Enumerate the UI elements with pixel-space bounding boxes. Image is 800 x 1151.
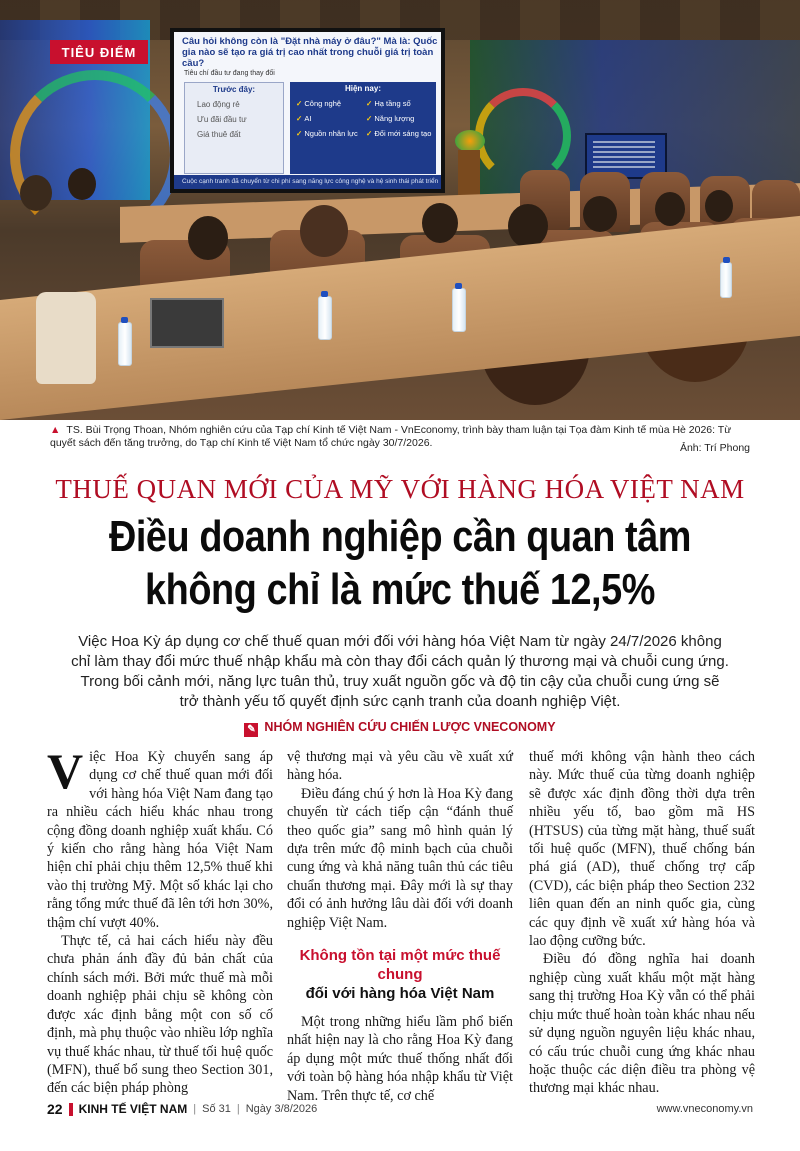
headline-line: không chỉ là mức thuế 12,5% xyxy=(145,565,655,614)
body-paragraph: vệ thương mại và yêu cầu về xuất xứ hàng hóa. xyxy=(287,749,513,784)
screen-before-item: Giá thuê đất xyxy=(197,130,241,139)
attendee-head xyxy=(422,203,458,243)
screen-footer: Cuộc cạnh tranh đã chuyển từ chi phí sang năng lực công nghệ và hệ sinh thái phát triển xyxy=(174,175,441,189)
screen-title: Câu hỏi không còn là "Đặt nhà máy ở đâu?" Mà là: Quốc gia nào sẽ tạo ra giá trị cao nhất trong chuỗi giá trị toàn cầu? xyxy=(182,36,438,69)
body-column-1 xyxy=(47,743,273,1098)
byline-text: NHÓM NGHIÊN CỨU CHIẾN LƯỢC VNECONOMY xyxy=(264,720,556,734)
article-kicker: THUẾ QUAN MỚI CỦA MỸ VỚI HÀNG HÓA VIỆT NAM xyxy=(55,474,745,504)
water-bottle xyxy=(118,322,132,366)
publication-name: KINH TẾ VIỆT NAM xyxy=(78,1102,188,1116)
photo-credit: Ảnh: Trí Phong xyxy=(679,442,750,454)
screen-now-header: Hiện nay: xyxy=(344,84,381,93)
screen-before-item: Lao động rẻ xyxy=(197,100,240,109)
body-column-2 xyxy=(287,748,513,1105)
water-bottle xyxy=(452,288,466,332)
headline-line: Điều doanh nghiệp cần quan tâm xyxy=(108,512,692,561)
screen-now-item: ✓ Công nghệ xyxy=(296,99,362,108)
article-lead: Việc Hoa Kỳ áp dụng cơ chế thuế quan mới đối với hàng hóa Việt Nam từ ngày 24/7/2026 không chỉ làm thay đổi mức thuế nhập khẩu mà còn thay đổi cách quản lý thương mại và chuỗi cung ứng. Trong bối cảnh mới, năng lực tuân thủ, truy xuất nguồn gốc và độ tin cậy của chuỗi cung ứng sẽ trở thành yếu tố quyết định sức cạnh tranh của doanh nghiệp Việt. xyxy=(71,633,729,710)
subhead-line-black: đối với hàng hóa Việt Nam xyxy=(305,985,495,1003)
body-paragraph: Điều đó đồng nghĩa hai doanh nghiệp cùng xuất khẩu một mặt hàng sang thị trường Hoa Kỳ vẫn có thể phải chịu mức thuế hoàn toàn khác nhau nếu sử dụng nguồn nguyên liệu khác nhau, có cấu trúc chuỗi cung ứng khác nhau hoặc thuộc các diện điều tra phòng vệ thương mại khác nhau. xyxy=(529,951,755,1097)
issue-date: Ngày 3/8/2026 xyxy=(245,1103,318,1115)
dropcap: V xyxy=(47,743,84,799)
podium xyxy=(458,150,480,198)
byline-bullet-icon: ✎ xyxy=(244,723,258,737)
section-subhead xyxy=(287,946,513,1003)
flower-arrangement xyxy=(455,130,485,152)
attendee-head xyxy=(188,216,228,260)
photo-caption xyxy=(50,424,755,450)
body-paragraph: thuế mới không vận hành theo cách này. Mức thuế của từng doanh nghiệp sẽ được xác định đồng thời dựa trên nhiều yếu tố, bao gồm mã HS (HTSUS) của từng mặt hàng, thuế suất tối huệ quốc (MFN), thuế chống bán phá giá (AD), thuế chống trợ cấp (CVD), các biện pháp theo Section 232 liên quan đến an ninh quốc gia, cùng các quy định về xuất xứ hàng hóa và lao động cưỡng bức. xyxy=(529,749,755,950)
attendee-head xyxy=(20,175,52,211)
screen-now-item: ✓ Nguồn nhân lực xyxy=(296,129,362,138)
laptop xyxy=(150,298,224,348)
paragraph-text: iệc Hoa Kỳ chuyển sang áp dụng cơ chế thuế quan mới đối với hàng hóa Việt Nam đang tạo ra nhiều cách hiểu khác nhau trong cộng đồng doanh nghiệp xuất khẩu. Có ý kiến cho rằng hàng hóa Việt Nam hiện chỉ phải chịu thêm 12,5% thuế khi vào thị trường Mỹ. Một số khác lại cho rằng tổng mức thuế đã lên tới hơn 30%, thậm chí vượt 40%. xyxy=(47,749,273,931)
body-column-3 xyxy=(529,748,755,1098)
article-headline xyxy=(90,510,709,616)
screen-before-box xyxy=(184,82,284,174)
issue-number: Số 31 xyxy=(202,1103,231,1115)
attendee-head xyxy=(508,204,548,248)
screen-before-item: Ưu đãi đầu tư xyxy=(197,115,247,124)
screen-subtitle: Tiêu chí đầu tư đang thay đổi xyxy=(184,70,275,77)
conference-photo xyxy=(0,0,800,420)
footer-divider-bar xyxy=(69,1103,73,1116)
caption-triangle-icon: ▲ xyxy=(50,424,61,436)
body-paragraph xyxy=(47,743,273,932)
caption-text: TS. Bùi Trọng Thoan, Nhóm nghiên cứu của Tạp chí Kinh tế Việt Nam - VnEconomy, trình bày tham luận tại Tọa đàm Kinh tế mùa Hè 2026: Từ quyết sách đến tăng trưởng, do Tạp chí Kinh tế Việt Nam tổ chức ngày 30/7/2026. xyxy=(50,424,732,449)
body-paragraph: Một trong những hiểu lầm phổ biến nhất hiện nay là cho rằng Hoa Kỳ đang áp dụng một mức thuế thống nhất đối với toàn bộ hàng hóa nhập khẩu từ Việt Nam. Trên thực tế, cơ chế xyxy=(287,1014,513,1104)
screen-now-box xyxy=(290,82,436,174)
article-byline xyxy=(0,720,800,737)
body-paragraph: Điều đáng chú ý hơn là Hoa Kỳ đang chuyển từ cách tiếp cận “đánh thuế theo quốc gia” sang mô hình quản lý dựa trên mức độ minh bạch của chuỗi cung ứng và khả năng tuân thủ các tiêu chuẩn thương mại. Đây mới là sự thay đổi có ảnh hưởng lâu dài đối với doanh nghiệp Việt Nam. xyxy=(287,785,513,931)
attendee-head xyxy=(300,205,348,257)
body-paragraph: Thực tế, cả hai cách hiểu này đều chưa phản ánh đầy đủ bản chất của chính sách mới. Bởi mức thuế mà mỗi doanh nghiệp phải chịu sẽ không còn được xác định bằng một con số cố định, mà phụ thuộc vào nhiều lớp nghĩa vụ thuế khác nhau, từ thuế tối huệ quốc (MFN), thuế bổ sung theo Section 301, đến các biện pháp phòng xyxy=(47,933,273,1097)
page-footer xyxy=(47,1100,753,1118)
screen-before-header: Trước đây: xyxy=(212,85,256,94)
section-tag: TIÊU ĐIỂM xyxy=(50,40,148,64)
handbag xyxy=(36,292,96,384)
attendee-head xyxy=(705,190,733,222)
screen-now-item: ✓ AI xyxy=(296,114,362,123)
subhead-line-red: Không tồn tại một mức thuế chung xyxy=(299,947,501,984)
water-bottle xyxy=(318,296,332,340)
water-bottle xyxy=(720,262,732,298)
footer-separator: | xyxy=(236,1103,240,1115)
page-number: 22 xyxy=(47,1101,63,1117)
footer-separator: | xyxy=(193,1103,197,1115)
screen-now-item: ✓ Năng lượng xyxy=(366,114,432,123)
website-link[interactable]: www.vneconomy.vn xyxy=(656,1103,753,1115)
screen-now-item: ✓ Hạ tầng số xyxy=(366,99,432,108)
attendee-head xyxy=(655,192,685,226)
attendee-head xyxy=(583,196,617,232)
screen-now-item: ✓ Đổi mới sáng tạo xyxy=(366,129,432,138)
presentation-screen xyxy=(170,28,445,193)
attendee-head xyxy=(68,168,96,200)
